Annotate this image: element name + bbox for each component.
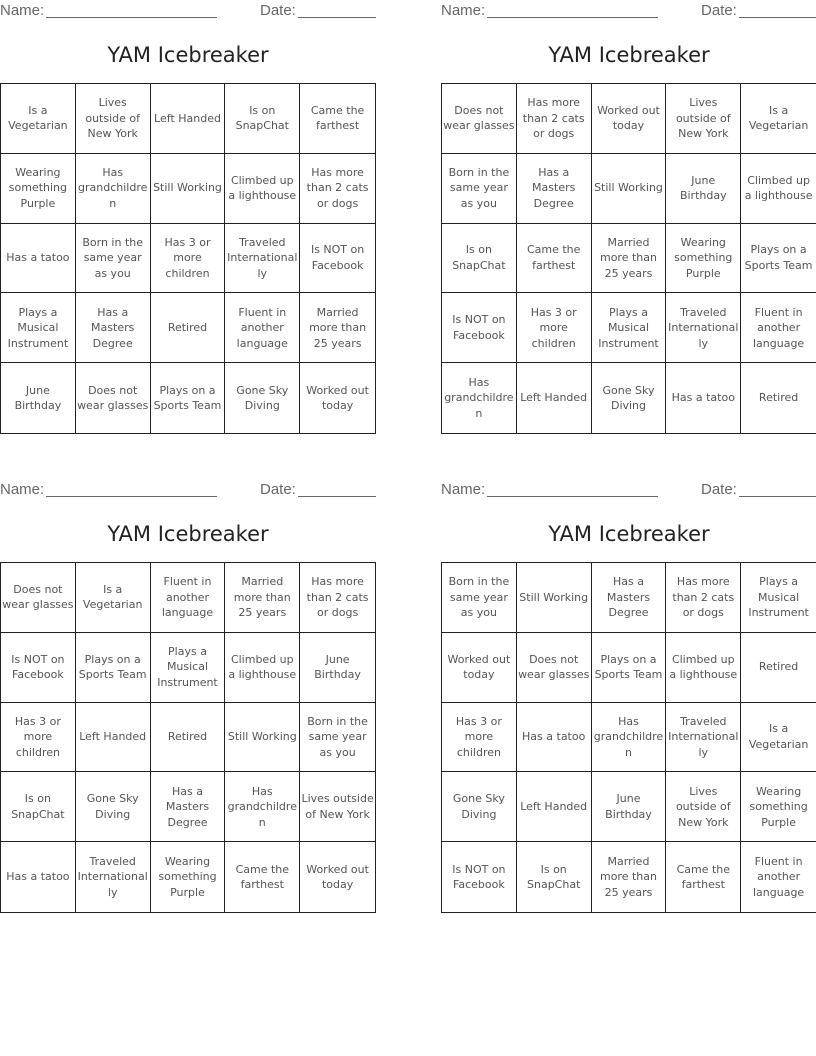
- bingo-cell: Worked out today: [306, 862, 369, 892]
- bingo-cell: Wearing something Purple: [741, 772, 816, 842]
- bingo-cell: Lives outside of New York: [666, 84, 741, 154]
- bingo-cell: Has a Masters Degree: [517, 154, 592, 224]
- bingo-grid: [441, 562, 816, 913]
- bingo-cell: Has a Masters Degree: [151, 772, 226, 842]
- date-label: Date:: [260, 2, 296, 19]
- bingo-cell: Born in the same year as you: [76, 224, 151, 294]
- name-field-line: [46, 496, 217, 497]
- bingo-cell: Is a Vegetarian: [741, 703, 816, 773]
- bingo-cell: Lives outside of New York: [76, 84, 151, 154]
- bingo-cell: Left Handed: [517, 772, 592, 842]
- bingo-cell: Has grandchildren: [592, 703, 667, 773]
- date-field-line: [298, 17, 376, 18]
- bingo-cell: Came the farthest: [300, 84, 375, 154]
- bingo-cell: Still Working: [151, 154, 226, 224]
- bingo-cell: Is on SnapChat: [1, 772, 76, 842]
- bingo-cell: Climbed up a lighthouse: [741, 154, 816, 224]
- name-label: Name:: [441, 2, 486, 19]
- bingo-cell: Has 3 or more children: [517, 293, 592, 363]
- date-label: Date:: [701, 2, 737, 19]
- bingo-cell: Left Handed: [517, 363, 592, 433]
- bingo-cell: Gone Sky Diving: [76, 772, 151, 842]
- bingo-cell: June Birthday: [300, 633, 375, 703]
- bingo-cell: Has more than 2 cats or dogs: [300, 154, 375, 224]
- bingo-cell: Has a Masters Degree: [76, 293, 151, 363]
- bingo-cell: Gone Sky Diving: [442, 772, 517, 842]
- bingo-cell: Plays on a Sports Team: [741, 224, 816, 294]
- bingo-cell: Still Working: [592, 154, 667, 224]
- name-label: Name:: [441, 481, 486, 498]
- bingo-cell: Born in the same year as you: [442, 563, 517, 633]
- bingo-cell: Has 3 or more children: [151, 224, 226, 294]
- bingo-cell: Came the farthest: [517, 224, 592, 294]
- bingo-cell: Married more than 25 years: [300, 293, 375, 363]
- bingo-cell: Does not wear glasses: [76, 363, 151, 433]
- bingo-card: [441, 479, 816, 919]
- bingo-grid: [0, 562, 376, 913]
- bingo-cell: Has grandchildren: [76, 154, 151, 224]
- bingo-cell: Is a Vegetarian: [741, 84, 816, 154]
- bingo-cell: Is on SnapChat: [225, 84, 300, 154]
- date-field-line: [739, 496, 816, 497]
- bingo-cell: Born in the same year as you: [300, 703, 375, 773]
- bingo-cell: Has more than 2 cats or dogs: [300, 563, 375, 633]
- bingo-cell: Left Handed: [151, 84, 226, 154]
- bingo-cell: Traveled Internationally: [666, 703, 741, 773]
- bingo-cell: Lives outside of New York: [300, 772, 375, 842]
- bingo-cell: June Birthday: [592, 772, 667, 842]
- bingo-cell: Climbed up a lighthouse: [225, 633, 300, 703]
- bingo-cell: Does not wear glasses: [442, 84, 517, 154]
- bingo-cell: Has a tatoo: [666, 363, 741, 433]
- bingo-cell: Climbed up a lighthouse: [225, 154, 300, 224]
- bingo-cell: Is NOT on Facebook: [442, 842, 517, 912]
- bingo-cell: Traveled Internationally: [666, 293, 741, 363]
- bingo-cell: Has grandchildren: [225, 772, 300, 842]
- bingo-cell: Is NOT on Facebook: [442, 293, 517, 363]
- bingo-cell: Traveled Internationally: [76, 842, 151, 912]
- bingo-cell: Plays a Musical Instrument: [592, 293, 667, 363]
- card-title: YAM Icebreaker: [548, 43, 710, 67]
- name-field-line: [46, 17, 217, 18]
- card-header: [0, 481, 376, 499]
- bingo-grid: [0, 83, 376, 434]
- bingo-cell: Plays a Musical Instrument: [151, 633, 226, 703]
- bingo-cell: Plays a Musical Instrument: [1, 293, 76, 363]
- name-label: Name:: [0, 481, 45, 498]
- bingo-cell: Has a Masters Degree: [592, 563, 667, 633]
- date-label: Date:: [701, 481, 737, 498]
- bingo-cell: Retired: [151, 293, 226, 363]
- bingo-cell: Born in the same year as you: [442, 154, 517, 224]
- bingo-cell: Came the farthest: [225, 842, 300, 912]
- bingo-cell: Does not wear glasses: [517, 633, 592, 703]
- card-title: YAM Icebreaker: [107, 522, 269, 546]
- bingo-cell: Married more than 25 years: [225, 563, 300, 633]
- date-field-line: [739, 17, 816, 18]
- bingo-cell: Gone Sky Diving: [225, 363, 300, 433]
- bingo-cell: Has 3 or more children: [442, 703, 517, 773]
- name-label: Name:: [0, 2, 45, 19]
- bingo-cell: Plays a Musical Instrument: [741, 563, 816, 633]
- bingo-cell: Worked out today: [442, 633, 517, 703]
- date-label: Date:: [260, 481, 296, 498]
- bingo-cell: Has a tatoo: [1, 224, 76, 294]
- bingo-cell: Is on SnapChat: [442, 224, 517, 294]
- bingo-cell: Is a Vegetarian: [76, 563, 151, 633]
- bingo-grid: [441, 83, 816, 434]
- bingo-cell: Wearing something Purple: [151, 842, 226, 912]
- bingo-cell: Is on SnapChat: [517, 842, 592, 912]
- bingo-cell: Left Handed: [76, 703, 151, 773]
- bingo-cell: Retired: [151, 703, 226, 773]
- bingo-cell: Fluent in another language: [151, 563, 226, 633]
- name-field-line: [487, 496, 658, 497]
- bingo-card: [0, 479, 376, 919]
- bingo-cell: Plays on a Sports Team: [76, 633, 151, 703]
- card-title: YAM Icebreaker: [107, 43, 269, 67]
- bingo-cell: Has more than 2 cats or dogs: [666, 563, 741, 633]
- bingo-card: [441, 0, 816, 440]
- bingo-cell: Is NOT on Facebook: [300, 224, 375, 294]
- bingo-cell: Gone Sky Diving: [592, 363, 667, 433]
- bingo-cell: Fluent in another language: [741, 293, 816, 363]
- bingo-cell: Wearing something Purple: [666, 224, 741, 294]
- bingo-cell: Married more than 25 years: [592, 224, 667, 294]
- bingo-cell: Came the farthest: [666, 842, 741, 912]
- bingo-cell: Climbed up a lighthouse: [666, 633, 741, 703]
- bingo-cell: Has grandchildren: [442, 363, 517, 433]
- date-field-line: [298, 496, 376, 497]
- bingo-cell: Has more than 2 cats or dogs: [517, 84, 592, 154]
- bingo-cell: Worked out today: [306, 383, 369, 413]
- card-header: [441, 2, 816, 20]
- bingo-cell: Married more than 25 years: [592, 842, 667, 912]
- bingo-cell: Retired: [741, 633, 816, 703]
- bingo-cell: Fluent in another language: [225, 293, 300, 363]
- card-header: [0, 2, 376, 20]
- bingo-cell: Traveled Internationally: [225, 224, 300, 294]
- bingo-card: [0, 0, 376, 440]
- bingo-cell: Has a tatoo: [517, 703, 592, 773]
- bingo-cell: Is NOT on Facebook: [1, 633, 76, 703]
- bingo-cell: June Birthday: [1, 363, 76, 433]
- bingo-cell: Fluent in another language: [752, 854, 805, 899]
- bingo-cell: Plays on a Sports Team: [592, 633, 667, 703]
- bingo-cell: Worked out today: [592, 84, 667, 154]
- bingo-cell: Does not wear glasses: [1, 563, 76, 633]
- bingo-cell: June Birthday: [666, 154, 741, 224]
- bingo-cell: Plays on a Sports Team: [151, 363, 226, 433]
- bingo-cell: Wearing something Purple: [1, 154, 76, 224]
- bingo-cell: Has 3 or more children: [1, 703, 76, 773]
- bingo-cell: Retired: [758, 391, 799, 405]
- bingo-cell: Still Working: [517, 563, 592, 633]
- bingo-cell: Lives outside of New York: [666, 772, 741, 842]
- card-title: YAM Icebreaker: [548, 522, 710, 546]
- bingo-cell: Has a tatoo: [1, 842, 76, 912]
- bingo-cell: Is a Vegetarian: [1, 84, 76, 154]
- name-field-line: [487, 17, 658, 18]
- bingo-cell: Still Working: [225, 703, 300, 773]
- card-header: [441, 481, 816, 499]
